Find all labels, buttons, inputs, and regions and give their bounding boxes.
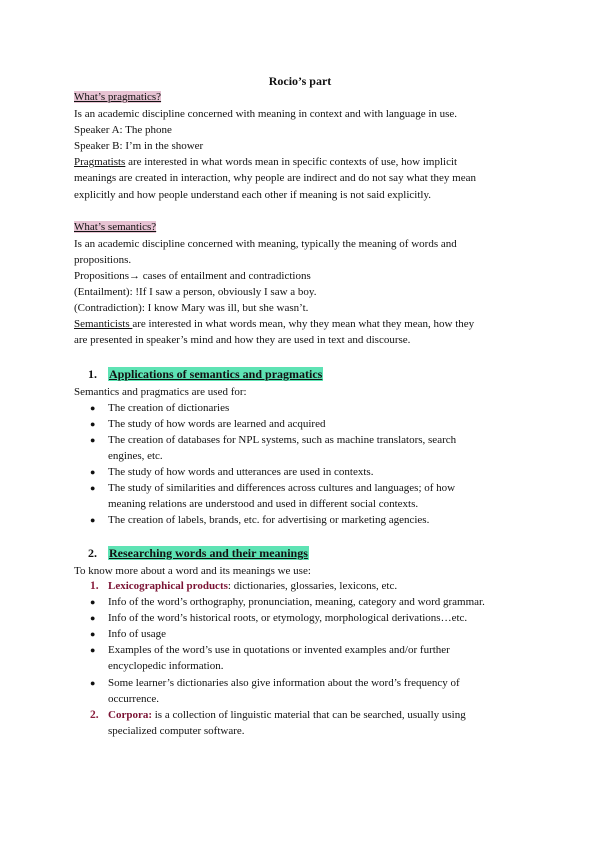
pragmatics-heading: What’s pragmatics? xyxy=(74,91,162,103)
section-1-heading: 1. Applications of semantics and pragmatics xyxy=(88,367,323,381)
section-1-intro: Semantics and pragmatics are used for: xyxy=(74,386,247,398)
speaker-b-line: Speaker B: I’m in the shower xyxy=(74,140,204,152)
semanticists-paragraph-line2: are presented in speaker’s mind and how they are used in text and discourse. xyxy=(74,334,411,346)
page-title: Rocio’s part xyxy=(268,74,332,88)
semantics-definition-line2: propositions. xyxy=(74,254,132,266)
pragmatists-paragraph: Pragmatists are interested in what words mean in specific contexts of use, how implicit xyxy=(74,156,458,168)
section-2-heading: 2. Researching words and their meanings xyxy=(88,546,308,560)
pragmatics-definition: Is an academic discipline concerned with meaning in context and with language in use. xyxy=(74,108,458,120)
entailment-example: (Entailment): !If I saw a person, obviously I saw a boy. xyxy=(74,286,317,298)
semantics-heading: What’s semantics? xyxy=(74,221,157,233)
document-page: Rocio’s part What’s pragmatics? Is an academic discipline concerned with meaning in context and with language in use. Speaker A: The phone Speaker B: I’m in the shower Pragmatists are interested in what words mean in specific contexts of use, how implicit meanings are created in interaction, why people are indirect and do not say what they mean explicitly and how people understand each other if meaning is not said explicitly. What’s semantics? Is an academic discipline concerned with meaning, typically the meaning of words and propositions. Propositions→ cases of entailment and contradictions (Entailment): !If I saw a person, obviously I saw a boy. (Contradiction): I know Mary was ill, but she wasn’t. Semanticists are interested in what words mean, why they mean what they mean, how they are presented in speaker’s mind and how they are used in text and discourse. 1. Applications of semantics and pragmatics Semantics and pragmatics are used for: ● The creation of dictionaries ● The study of how words are learned and acquired ● The creation of databases for NPL systems, such as machine translators, search engines, etc. ● The study of how words and utterances are used in contexts. ● The study of similarities and differences across cultures and languages; of how meaning relations are understood and used in different social contexts. ● The creation of labels, brands, etc. for advertising or marketing agencies. 2. Researching words and their meanings To know more about a word and its meanings we use: 1. Lexicographical products: dictionaries, glossaries, lexicons, etc. ● Info of the word’s orthography, pronunciation, meaning, category and word grammar. ● Info of the word’s historical roots, or etymology, morphological derivations…etc. ● Info of usage ● Examples of the word’s use in quotations or invented examples and/or further encyclopedic information. ● Some learner’s dictionaries also give information about the word’s frequency of occurrence. 2. Corpora: is a collection of linguistic material that can be searched, usually using specialized computer software. xyxy=(0,0,600,848)
pragmatists-paragraph-line3: explicitly and how people understand each other if meaning is not said explicitly. xyxy=(74,189,431,201)
semanticists-paragraph: Semanticists are interested in what words mean, why they mean what they mean, how they xyxy=(74,318,475,330)
speaker-a-line: Speaker A: The phone xyxy=(74,124,172,136)
section-2-intro: To know more about a word and its meanings we use: xyxy=(74,565,311,577)
contradiction-example: (Contradiction): I know Mary was ill, but she wasn’t. xyxy=(74,302,309,314)
pragmatists-paragraph-line2: meanings are created in interaction, why people are indirect and do not say what they mean xyxy=(74,172,476,184)
semantics-definition: Is an academic discipline concerned with meaning, typically the meaning of words and xyxy=(74,238,457,250)
propositions-line: Propositions→ cases of entailment and contradictions xyxy=(74,270,311,282)
